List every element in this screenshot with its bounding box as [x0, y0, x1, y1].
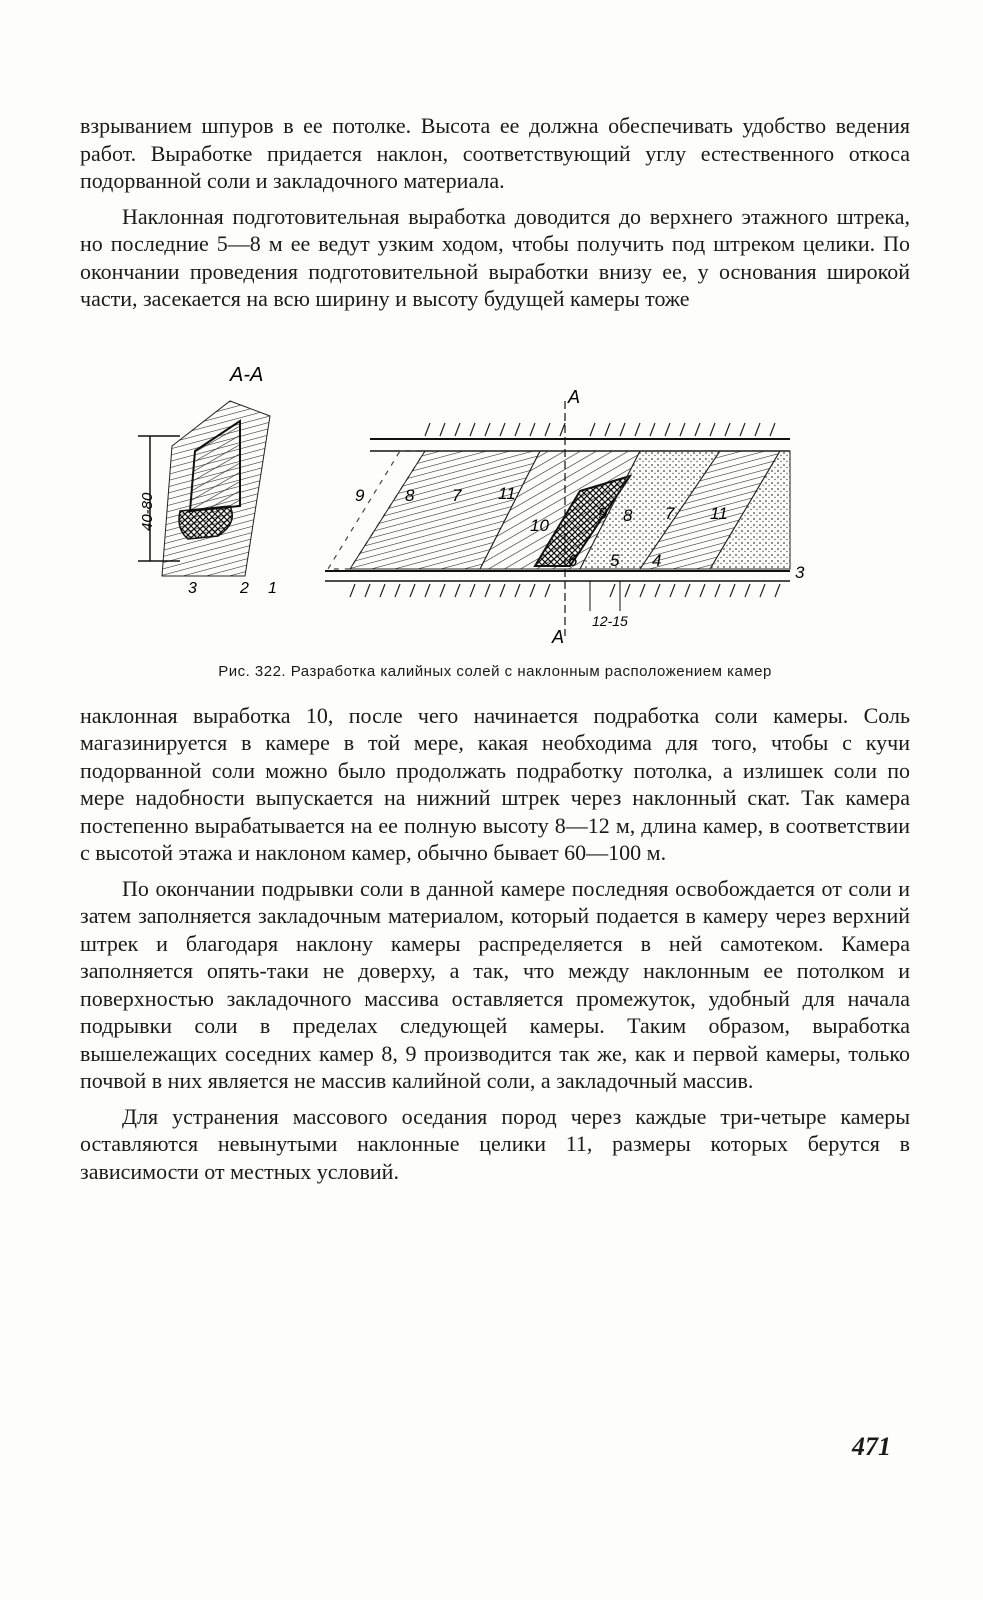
figure-caption: Рис. 322. Разработка калийных солей с наклонным расположением камер [218, 662, 772, 680]
label-3-left: 3 [188, 579, 197, 597]
label-9-center: 9 [598, 503, 608, 523]
section-mark-bottom: А [552, 626, 565, 647]
label-1: 1 [268, 579, 277, 597]
section-mark-top: А [568, 386, 581, 407]
mining-diagram [80, 361, 910, 656]
height-dimension: 40-80 [139, 492, 156, 531]
section-label: А-А [230, 363, 264, 386]
label-8-center: 8 [623, 505, 633, 525]
paragraph: Для устранения массового оседания пород через каждые три-четыре камеры оставляются невынутыми наклонные целики 11, размеры которых берутся в зависимости от местных условий. [80, 1103, 910, 1184]
label-8-left: 8 [405, 485, 415, 505]
paragraph: наклонная выработка 10, после чего начинается подработка соли камеры. Соль магазинируется в камере в той мере, какая необходима для того, чтобы с кучи подорванной соли можно было продолжать подработку потолка, а излишек соли по мере надобности выпускается на нижний штрек через наклонный скат. Так камера постепенно вырабатывается на ее полную высоту 8—12 м, длина камер, в соответствии с высотой этажа и наклоном камер, обычно бывает 60—100 м. [80, 702, 910, 865]
label-10: 10 [530, 515, 549, 535]
label-11-left: 11 [498, 483, 516, 503]
label-2-left: 2 [240, 579, 249, 597]
label-6: 6 [568, 550, 578, 570]
section-a-a [138, 364, 277, 597]
longitudinal-view [325, 387, 805, 647]
label-4: 4 [652, 550, 662, 570]
label-7-right: 7 [665, 503, 675, 523]
label-3-right: 3 [795, 562, 805, 582]
page-body [80, 112, 910, 1185]
label-5: 5 [610, 550, 620, 570]
figure-322 [80, 361, 910, 656]
paragraph: Наклонная подготовительная выработка доводится до верхнего этажного штрека, но последние 5—8 м ее ведут узким ходом, чтобы получить под штреком целики. По окончании проведения подготовительной выработки внизу ее, у основания широкой части, засекается на всю ширину и высоту будущей камеры тоже [80, 203, 910, 311]
label-9: 9 [355, 485, 365, 505]
width-dimension: 12-15 [592, 612, 628, 629]
page-number: 471 [852, 1432, 891, 1461]
paragraph: взрыванием шпуров в ее потолке. Высота ее должна обеспечивать удобство ведения работ. Выработке придается наклон, соответствующий углу естественного откоса подорванной соли и закладочного материала. [80, 113, 910, 193]
label-7-left: 7 [452, 485, 462, 505]
label-11-right: 11 [710, 503, 728, 523]
paragraph: По окончании подрывки соли в данной камере последняя освобождается от соли и затем заполняется закладочным материалом, который подается в камеру через верхний штрек и благодаря наклону камеры распределяется в ней самотеком. Камера заполняется опять-таки не доверху, а так, что между наклонным ее потолком и поверхностью закладочного массива оставляется промежуток, удобный для начала подрывки соли в пределах следующей камеры. Таким образом, выработка вышележащих соседних камер 8, 9 производится так же, как и первой камеры, только почвой в них является не массив калийной соли, а закладочный массив. [80, 875, 910, 1093]
